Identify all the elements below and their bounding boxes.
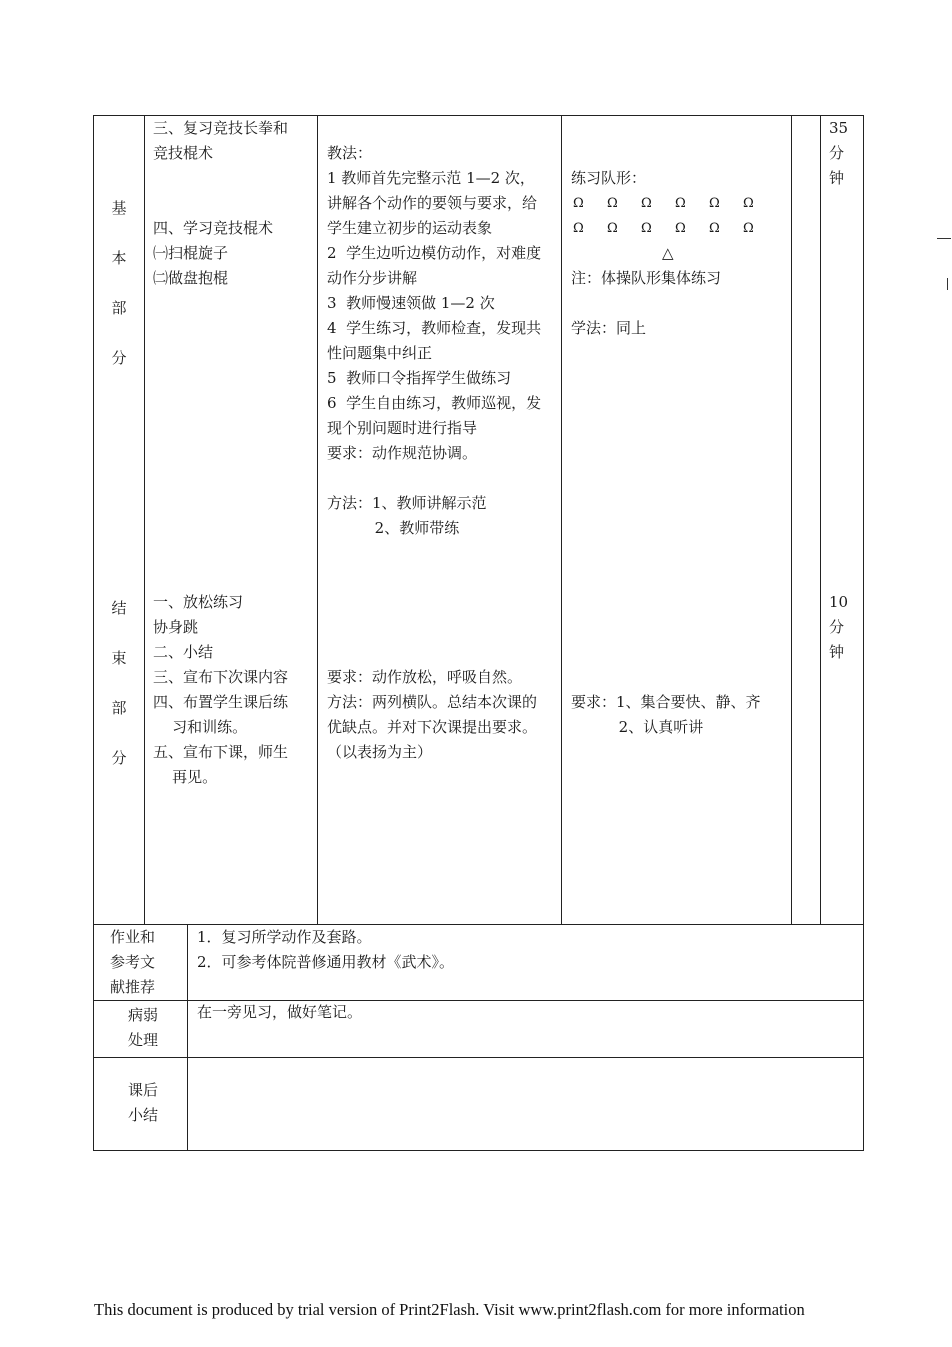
formation-row-1 <box>573 191 777 216</box>
method-line: 2 学生边听边模仿动作，对难度 <box>327 244 542 262</box>
content-ending <box>153 590 288 790</box>
sick-label <box>128 1003 158 1053</box>
homework-items <box>197 925 454 975</box>
edge-mark <box>947 278 948 290</box>
row-label-line: 病弱 <box>128 1006 159 1024</box>
method-line: 2、教师带练 <box>327 519 460 537</box>
formation-row-2 <box>573 216 777 241</box>
content-line: 一、放松练习 <box>153 593 244 611</box>
method-line: 方法：两列横队。总结本次课的 <box>327 693 538 711</box>
method-line <box>327 116 541 141</box>
section-label-basic <box>104 196 134 396</box>
homework-item: 1．复习所学动作及套路。 <box>197 928 372 946</box>
content-line: 四、学习竞技棍术 <box>153 219 274 237</box>
content-line: ㈠扫棍旋子 <box>153 244 229 262</box>
method-line: 方法：1、教师讲解示范 <box>327 494 487 512</box>
method-line: 4 学生练习，教师检查，发现共 <box>327 319 542 337</box>
col-divider-1 <box>144 115 145 925</box>
method-line: 要求：动作规范协调。 <box>327 444 478 462</box>
formation-label: 练习队形： <box>571 169 647 187</box>
time-unit: 分 <box>829 618 845 636</box>
table-bottom-border <box>93 1150 864 1151</box>
method-line: 优缺点。并对下次课提出要求。 <box>327 718 538 736</box>
col-divider-4 <box>791 115 792 925</box>
summary-label <box>128 1078 158 1128</box>
homework-item: 2．可参考体院普修通用教材《武术》。 <box>197 953 455 971</box>
time-ending <box>829 590 848 665</box>
content-line: 协身跳 <box>153 618 199 636</box>
method-line: 讲解各个动作的要领与要求，给 <box>327 194 538 212</box>
study-method: 学法：同上 <box>571 319 647 337</box>
content-line: 三、宣布下次课内容 <box>153 668 289 686</box>
col-divider-5 <box>820 115 821 925</box>
section-char: 分 <box>111 349 127 367</box>
section-char: 基 <box>111 199 127 217</box>
time-unit: 钟 <box>829 643 845 661</box>
content-line: 习和训练。 <box>153 718 248 736</box>
teacher-mark: △ <box>662 244 674 262</box>
method-line: 要求：动作放松，呼吸自然。 <box>327 668 523 686</box>
method-line: 1 教师首先完整示范 1—2 次， <box>327 169 535 187</box>
method-line: 性问题集中纠正 <box>327 344 433 362</box>
content-line: ㈡做盘抱棍 <box>153 269 229 287</box>
time-value: 10 <box>829 593 849 611</box>
content-line: 四、布置学生课后练 <box>153 693 289 711</box>
content-basic <box>153 116 288 291</box>
student-mark: Ω <box>675 196 686 211</box>
content-line <box>153 166 288 191</box>
student-mark: Ω <box>607 196 618 211</box>
time-value: 35 <box>829 119 849 137</box>
section-char: 部 <box>111 699 127 717</box>
method-line <box>327 466 541 491</box>
student-mark: Ω <box>607 221 618 236</box>
content-line: 竞技棍术 <box>153 144 214 162</box>
trial-watermark-footer: This document is produced by trial version of Print2Flash. Visit www.print2flash.com for more information <box>94 1300 805 1319</box>
time-unit: 分 <box>829 144 845 162</box>
formation-note: 注：体操队形集体练习 <box>571 269 722 287</box>
student-mark: Ω <box>743 196 754 211</box>
method-line: 5 教师口令指挥学生做练习 <box>327 369 512 387</box>
section-char: 分 <box>111 749 127 767</box>
method-line: （以表扬为主） <box>327 743 433 761</box>
student-mark: Ω <box>573 196 584 211</box>
col-divider-2 <box>317 115 318 925</box>
content-line <box>153 191 288 216</box>
student-mark: Ω <box>641 221 652 236</box>
table-right-border <box>863 115 864 1151</box>
section-label-ending <box>104 596 134 796</box>
content-line: 再见。 <box>153 768 218 786</box>
sick-text: 在一旁见习，做好笔记。 <box>197 1003 363 1021</box>
student-mark: Ω <box>709 196 720 211</box>
ending-requirement-2: 2、认真听讲 <box>571 718 704 736</box>
method-line: 教法： <box>327 144 373 162</box>
method-basic <box>327 116 541 541</box>
method-line: 学生建立初步的运动表象 <box>327 219 493 237</box>
method-line: 现个别问题时进行指导 <box>327 419 478 437</box>
content-line: 三、复习竞技长拳和 <box>153 119 289 137</box>
student-mark: Ω <box>675 221 686 236</box>
label-col-divider <box>187 924 188 1151</box>
row-label-line: 献推荐 <box>110 978 156 996</box>
row-divider-summary <box>93 1057 864 1058</box>
row-label-line: 处理 <box>128 1031 159 1049</box>
row-label-line: 参考文 <box>110 953 156 971</box>
row-label-line: 课后 <box>128 1081 159 1099</box>
section-char: 束 <box>111 649 127 667</box>
method-line: 3 教师慢速领做 1—2 次 <box>327 294 495 312</box>
col-divider-3 <box>561 115 562 925</box>
method-ending <box>327 665 537 765</box>
student-mark: Ω <box>743 221 754 236</box>
content-line: 五、宣布下课，师生 <box>153 743 289 761</box>
row-label-line: 作业和 <box>110 928 156 946</box>
method-line: 动作分步讲解 <box>327 269 418 287</box>
section-char: 本 <box>111 249 127 267</box>
row-label-line: 小结 <box>128 1106 159 1124</box>
method-line: 6 学生自由练习，教师巡视，发 <box>327 394 542 412</box>
edge-mark <box>937 238 951 239</box>
section-char: 部 <box>111 299 127 317</box>
content-line: 二、小结 <box>153 643 214 661</box>
student-mark: Ω <box>573 221 584 236</box>
section-char: 结 <box>111 599 127 617</box>
time-basic <box>829 116 848 191</box>
student-mark: Ω <box>709 221 720 236</box>
homework-label <box>110 925 155 1000</box>
table-left-border <box>93 115 94 1151</box>
student-mark: Ω <box>641 196 652 211</box>
ending-requirement-1: 要求：1、集合要快、静、齐 <box>571 693 761 711</box>
time-unit: 钟 <box>829 169 845 187</box>
